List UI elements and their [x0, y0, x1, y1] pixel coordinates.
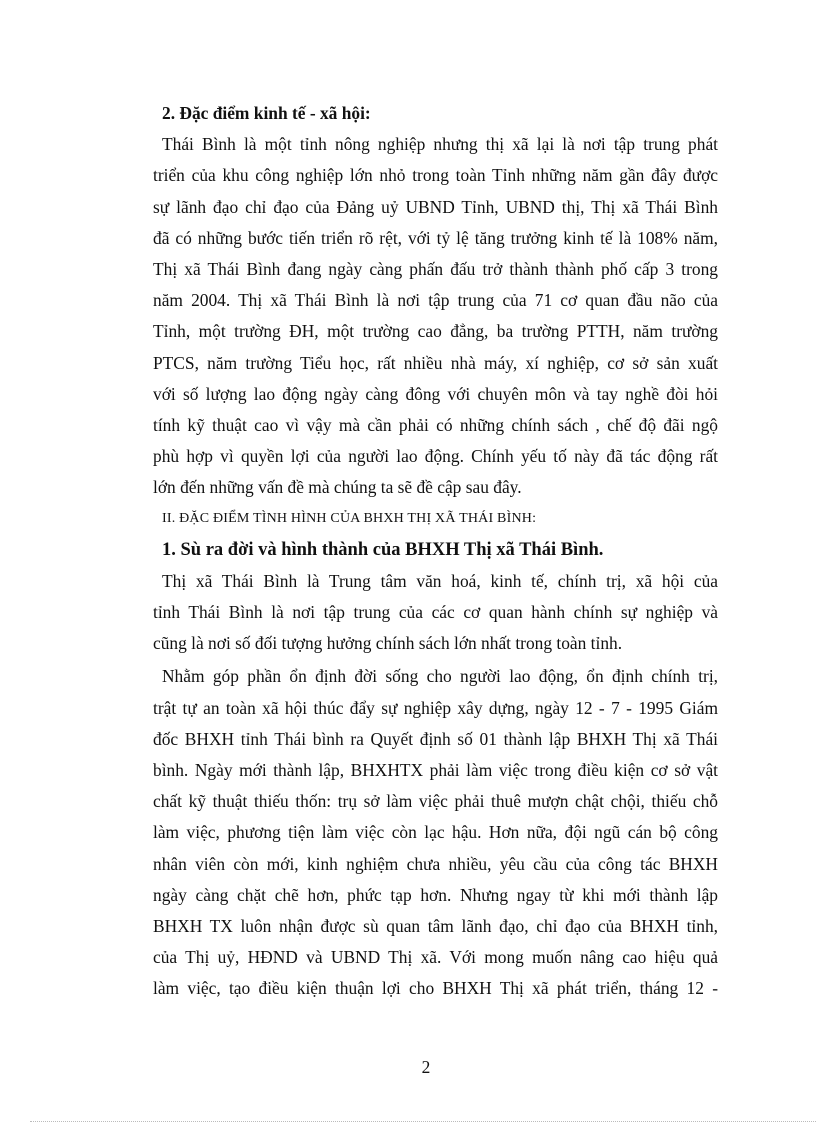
text-line: làm việc, tạo điều kiện thuận lợi cho BHXH Thị xã phát triển, tháng 12 - [153, 978, 718, 999]
text-line: Thị xã Thái Bình là Trung tâm văn hoá, kinh tế, chính trị, xã hội của [162, 570, 718, 591]
text-line: tỉnh Thái Bình là nơi tập trung của các cơ quan hành chính sự nghiệp và [153, 602, 718, 622]
text-line: PTCS, năm trường Tiểu học, rất nhiều nhà máy, xí nghiệp, cơ sở sản xuất [153, 352, 718, 373]
text-line: đốc BHXH tỉnh Thái bình ra Quyết định số 01 thành lập BHXH Thị xã Thái [153, 728, 718, 749]
page-number: 2 [421, 1057, 431, 1077]
section-heading-economy: 2. Đặc điểm kinh tế - xã hội: [162, 103, 371, 123]
text-line: triển của khu công nghiệp lớn nhỏ trong toàn Tỉnh những năm gần đây được [153, 165, 718, 186]
paragraph-economy [153, 129, 718, 503]
text-line: ngày càng chặt chẽ hơn, phức tạp hơn. Nhưng ngay từ khi mới thành lập [153, 884, 718, 905]
text-line: Thị xã Thái Bình đang ngày càng phấn đấu trở thành thành phố cấp 3 trong [153, 258, 718, 279]
text-line: đã có những bước tiến triển rõ rệt, với tỷ lệ tăng trưởng kinh tế là 108% năm, [153, 227, 718, 248]
text-line: chất kỹ thuật thiếu thốn: trụ sở làm việc phải thuê mượn chật chội, thiếu chỗ [153, 791, 718, 812]
text-line: lớn đến những vấn đề mà chúng ta sẽ đề cập sau đây. [153, 477, 522, 498]
part-heading-bhxh: II. ĐẶC ĐIỂM TÌNH HÌNH CỦA BHXH THỊ XÃ THÁI BÌNH: [162, 511, 537, 527]
text-line: làm việc, phương tiện làm việc còn lạc hậu. Hơn nữa, đội ngũ cán bộ công [153, 822, 718, 843]
paragraph-history-1 [153, 566, 718, 660]
text-line: Tỉnh, một trường ĐH, một trường cao đẳng, ba trường PTTH, năm trường [153, 321, 718, 342]
text-line: Thái Bình là một tỉnh nông nghiệp nhưng thị xã lại là nơi tập trung phát [162, 134, 718, 155]
paragraph-history-2 [153, 661, 718, 1004]
text-line: sự lãnh đạo chỉ đạo của Đảng uỷ UBND Tỉnh, UBND thị, Thị xã Thái Bình [153, 196, 718, 217]
body-text [153, 98, 718, 1004]
section-heading-history: 1. Sù ra đời và hình thành của BHXH Thị xã Thái Bình. [162, 539, 604, 560]
text-line: của Thị uỷ, HĐND và UBND Thị xã. Với mong muốn nâng cao hiệu quả [153, 947, 718, 968]
text-line: tính kỹ thuật cao vì vậy mà cần phải có những chính sách , chế độ đãi ngộ [153, 414, 718, 435]
text-line: năm 2004. Thị xã Thái Bình là nơi tập trung của 71 cơ quan đầu não của [153, 290, 718, 311]
text-line: trật tự an toàn xã hội thúc đẩy sự nghiệp xây dựng, ngày 12 - 7 - 1995 Giám [153, 697, 718, 718]
text-line: Nhằm góp phần ổn định đời sống cho người lao động, ổn định chính trị, [162, 666, 718, 687]
text-line: phù hợp vì quyền lợi của người lao động. Chính yếu tố này đã tác động rất [153, 446, 718, 467]
text-line: cũng là nơi số đối tượng hưởng chính sách lớn nhất trong toàn tỉnh. [153, 633, 623, 654]
text-line: nhân viên còn mới, kinh nghiệm chưa nhiều, yêu cầu của công tác BHXH [153, 853, 718, 874]
text-line: BHXH TX luôn nhận được sù quan tâm lãnh đạo, chỉ đạo của BHXH tỉnh, [153, 915, 718, 936]
page-bottom-divider [30, 1121, 816, 1122]
text-line: với số lượng lao động ngày càng đông với chuyên môn và tay nghề đòi hỏi [153, 383, 718, 404]
text-line: bình. Ngày mới thành lập, BHXHTX phải làm việc trong điều kiện cơ sở vật [153, 759, 718, 780]
